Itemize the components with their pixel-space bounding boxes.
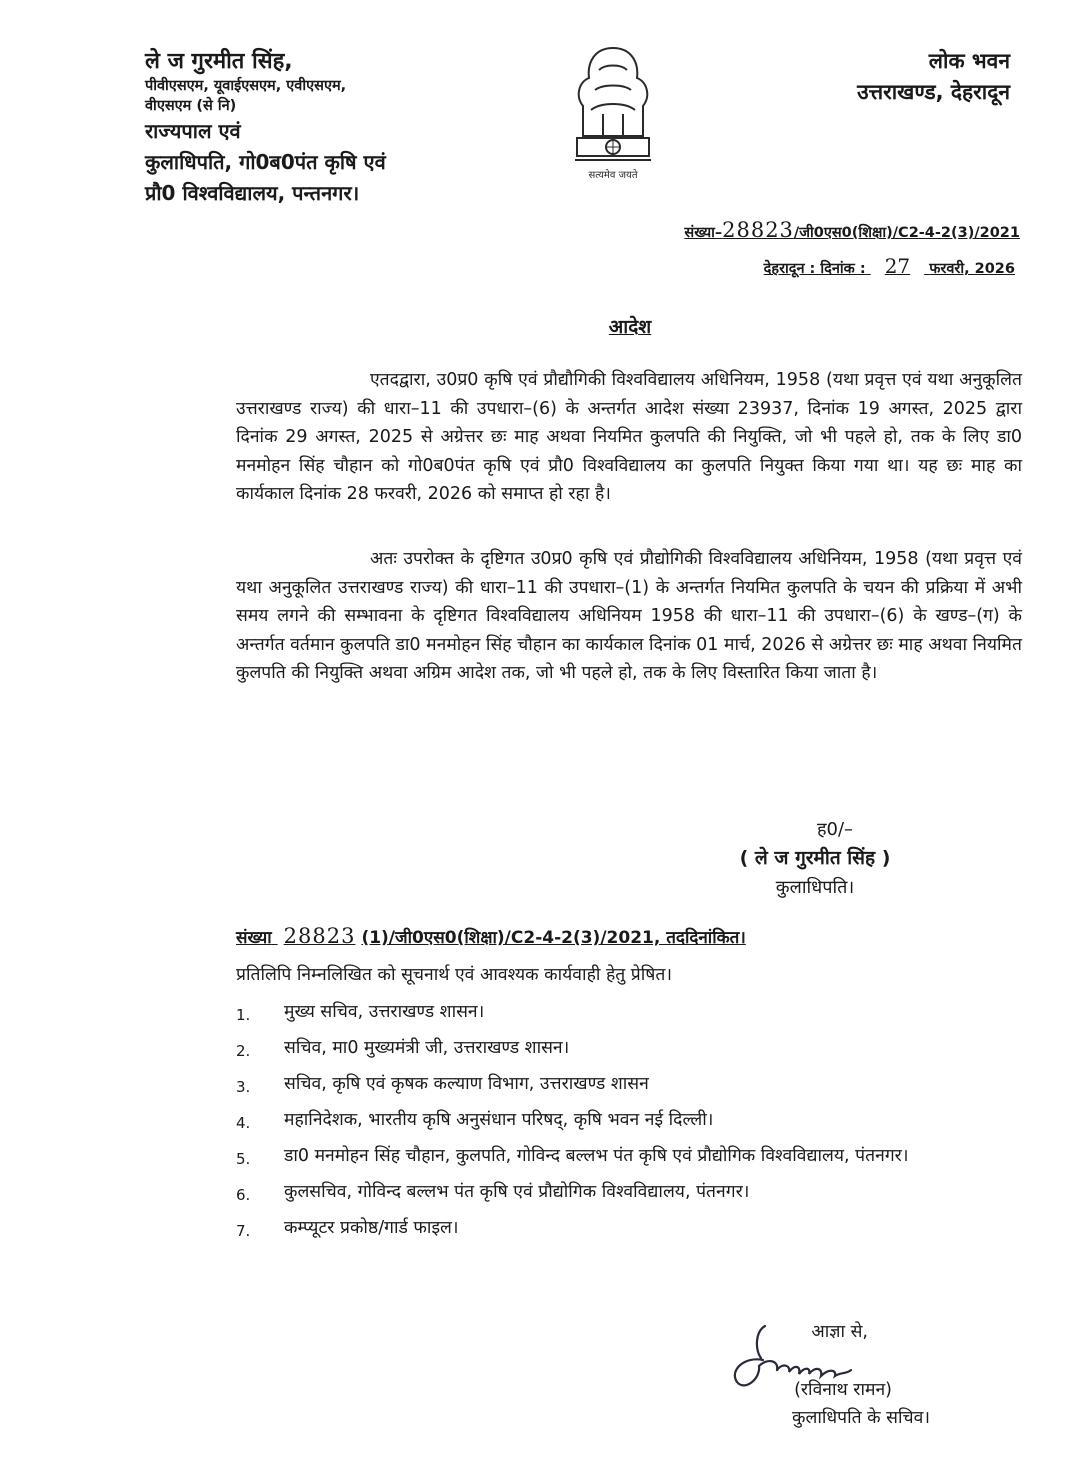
chancellor-name: ( ले ज गुरमीत सिंह ) [739, 847, 891, 869]
order-title: आदेश [608, 316, 652, 338]
copy-ref-suffix: (1)/जी0एस0(शिक्षा)/C2-4-2(3)/2021, तददिनांकित। [361, 928, 746, 948]
order-date [560, 255, 1015, 280]
copy-reference-number [236, 923, 916, 951]
signed-mark: ह0/– [816, 819, 854, 840]
sender-designation-3: प्रौ0 विश्वविद्यालय, पन्तनगर। [145, 181, 360, 205]
paragraph-2-text: अतः उपरोक्त के दृष्टिगत उ0प्र0 कृषि एवं प्रौद्योगिकी विश्वविद्यालय अधिनियम, 1958 (यथा प्रवृत्त एवं यथा अनुकूलित उत्तराखण्ड राज्य) की धारा–11 की उपधारा–(1) के अन्तर्गत नियमित कुलपति के चयन की प्रक्रिया में अभी समय लगने की सम्भावना के दृष्टिगत विश्वविद्यालय अधिनियम 1958 की धारा–11 की उपधारा–(6) के खण्ड–(ग) के अन्तर्गत वर्तमान कुलपति डा0 मनमोहन सिंह चौहान का कार्यकाल दिनांक 01 मार्च, 2026 से अग्रेत्तर छः माह अथवा नियमित कुलपति की नियुक्ति अथवा अग्रिम आदेश तक, जो भी पहले हो, तक के लिए विस्तारित किया जाता है। [236, 549, 1022, 684]
office-address [770, 46, 1010, 108]
recipient-list [236, 998, 1026, 1250]
secretary-designation: कुलाधिपति के सचिव। [792, 1408, 930, 1428]
list-item: 7. कम्प्यूटर प्रकोष्ठ/गार्ड फाइल। [236, 1218, 459, 1240]
order-paragraph-2 [236, 545, 1022, 688]
chancellor-signature-block [700, 815, 930, 902]
list-item: 5. डा0 मनमोहन सिंह चौहान, कुलपति, गोविन्द बल्लभ पंत कृषि एवं प्रौद्योगिक विश्वविद्यालय, पंतनगर। [236, 1146, 909, 1168]
office-name: लोक भवन [928, 49, 1010, 73]
sender-block [145, 48, 475, 209]
secretary-name: (रविनाथ रामन) [794, 1380, 892, 1400]
sender-honours-1: पीवीएसएम, यूवाईएसएम, एवीएसएम, [145, 78, 347, 94]
national-emblem-icon [565, 40, 661, 185]
list-item: 3. सचिव, कृषि एवं कृषक कल्याण विभाग, उत्तराखण्ड शासन [236, 1074, 649, 1096]
list-item: 2. सचिव, मा0 मुख्यमंत्री जी, उत्तराखण्ड शासन। [236, 1038, 570, 1060]
reference-prefix: संख्या– [684, 225, 723, 241]
sender-name: ले ज गुरमीत सिंह, [145, 49, 293, 74]
reference-number [560, 220, 1020, 243]
chancellor-designation: कुलाधिपति। [775, 877, 855, 898]
signature-space [720, 1346, 930, 1376]
list-item: 1. मुख्य सचिव, उत्तराखण्ड शासन। [236, 1002, 485, 1024]
reference-suffix: /जी0एस0(शिक्षा)/C2-4-2(3)/2021 [793, 225, 1020, 241]
date-day: 27 [884, 254, 911, 278]
reference-handwritten-number: 28823 [722, 218, 794, 242]
copy-ref-handwritten-number: 28823 [283, 924, 356, 948]
date-month-year: फरवरी, 2026 [929, 261, 1015, 277]
list-item: 6. कुलसचिव, गोविन्द बल्लभ पंत कृषि एवं प्रौद्योगिक विश्वविद्यालय, पंतनगर। [236, 1182, 750, 1204]
office-location: उत्तराखण्ड, देहरादून [857, 80, 1010, 104]
sender-honours-2: वीएसएम (से नि) [145, 98, 237, 114]
sender-designation-2: कुलाधिपति, गो0ब0पंत कृषि एवं [145, 150, 386, 174]
emblem-motto: सत्यमेव जयते [588, 170, 638, 181]
copy-intro: प्रतिलिपि निम्नलिखित को सूचनार्थ एवं आवश्यक कार्यवाही हेतु प्रेषित। [236, 965, 672, 985]
paragraph-1-text: एतदद्वारा, उ0प्र0 कृषि एवं प्रौद्यौगिकी विश्वविद्यालय अधिनियम, 1958 (यथा प्रवृत्त एवं यथा अनुकूलित उत्तराखण्ड राज्य) की धारा–11 की उपधारा–(6) के अन्तर्गत आदेश संख्या 23937, दिनांक 19 अगस्त, 2025 द्वारा दिनांक 29 अगस्त, 2025 से अग्रेत्तर छः माह अथवा नियमित कुलपति की नियुक्ति, जो भी पहले हो, तक के लिए डा0 मनमोहन सिंह चौहान को गो0ब0पंत कृषि एवं प्रौ0 विश्वविद्यालय का कुलपति नियुक्त किया गया था। यह छः माह का कार्यकाल दिनांक 28 फरवरी, 2026 को समाप्त हो रहा है। [236, 370, 1022, 505]
order-paragraph-1 [236, 366, 1022, 509]
secretary-signature-block [720, 1318, 930, 1432]
date-label: देहरादून : दिनांक : [763, 261, 866, 277]
copy-ref-prefix: संख्या [236, 928, 272, 948]
by-order-text: आज्ञा से, [811, 1322, 868, 1342]
sender-designation-1: राज्यपाल एवं [145, 119, 241, 143]
list-item: 4. महानिदेशक, भारतीय कृषि अनुसंधान परिषद्, कृषि भवन नई दिल्ली। [236, 1110, 714, 1132]
